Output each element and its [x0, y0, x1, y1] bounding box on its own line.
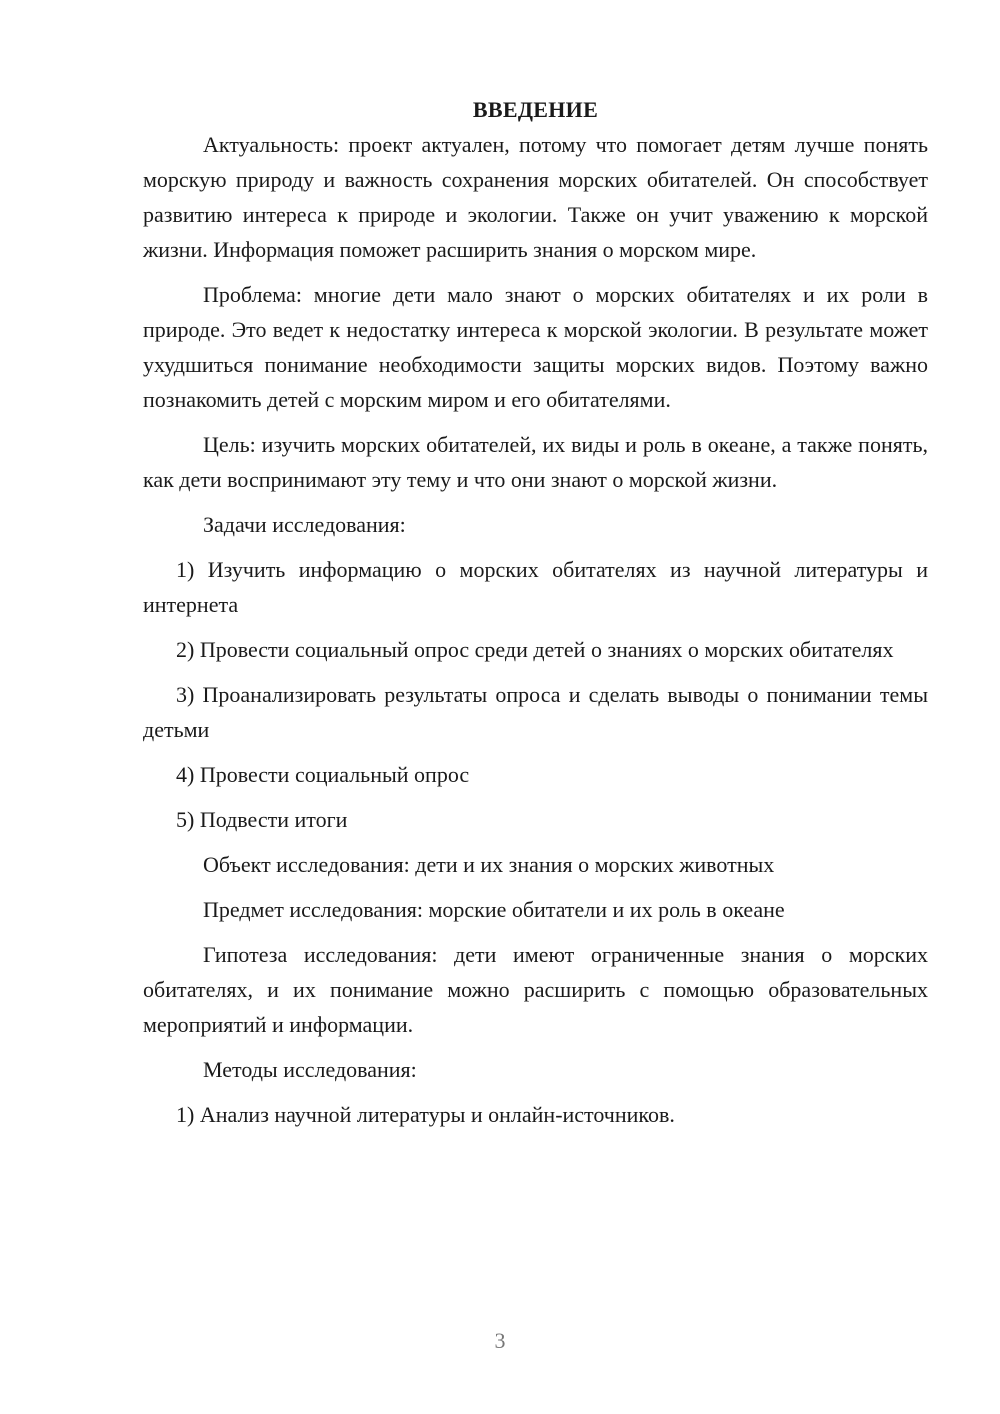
method-item: 1) Анализ научной литературы и онлайн-источников.	[176, 1102, 675, 1127]
task-item: 4) Провести социальный опрос	[176, 762, 470, 787]
task-item: 2) Провести социальный опрос среди детей о знаниях о морских обитателях	[176, 637, 894, 662]
document-page	[143, 92, 928, 1142]
goal-paragraph: Цель: изучить морских обитателей, их виды и роль в океане, а также понять, как дети воспринимают эту тему и что они знают о морской жизни.	[143, 432, 928, 492]
page-number: 3	[494, 1328, 506, 1353]
task-item: 3) Проанализировать результаты опроса и сделать выводы о понимании темы детьми	[143, 682, 928, 742]
section-title: ВВЕДЕНИЕ	[472, 97, 599, 122]
tasks-heading: Задачи исследования:	[203, 512, 406, 537]
relevance-paragraph: Актуальность: проект актуален, потому что помогает детям лучше понять морскую природу и важность сохранения морских обитателей. Он способствует развитию интереса к природе и экологии. Также он учит уважению к морской жизни. Информация поможет расширить знания о морском мире.	[143, 132, 928, 262]
object-line: Объект исследования: дети и их знания о морских животных	[203, 852, 775, 877]
hypothesis-paragraph: Гипотеза исследования: дети имеют ограниченные знания о морских обитателях, и их понимание можно расширить с помощью образовательных мероприятий и информации.	[143, 942, 928, 1037]
methods-heading: Методы исследования:	[203, 1057, 417, 1082]
problem-paragraph: Проблема: многие дети мало знают о морских обитателях и их роли в природе. Это ведет к недостатку интереса к морской экологии. В результате может ухудшиться понимание необходимости защиты морских видов. Поэтому важно познакомить детей с морским миром и его обитателями.	[143, 282, 928, 412]
subject-line: Предмет исследования: морские обитатели и их роль в океане	[203, 897, 785, 922]
task-item: 5) Подвести итоги	[176, 807, 348, 832]
task-item: 1) Изучить информацию о морских обитателях из научной литературы и интернета	[143, 557, 928, 617]
